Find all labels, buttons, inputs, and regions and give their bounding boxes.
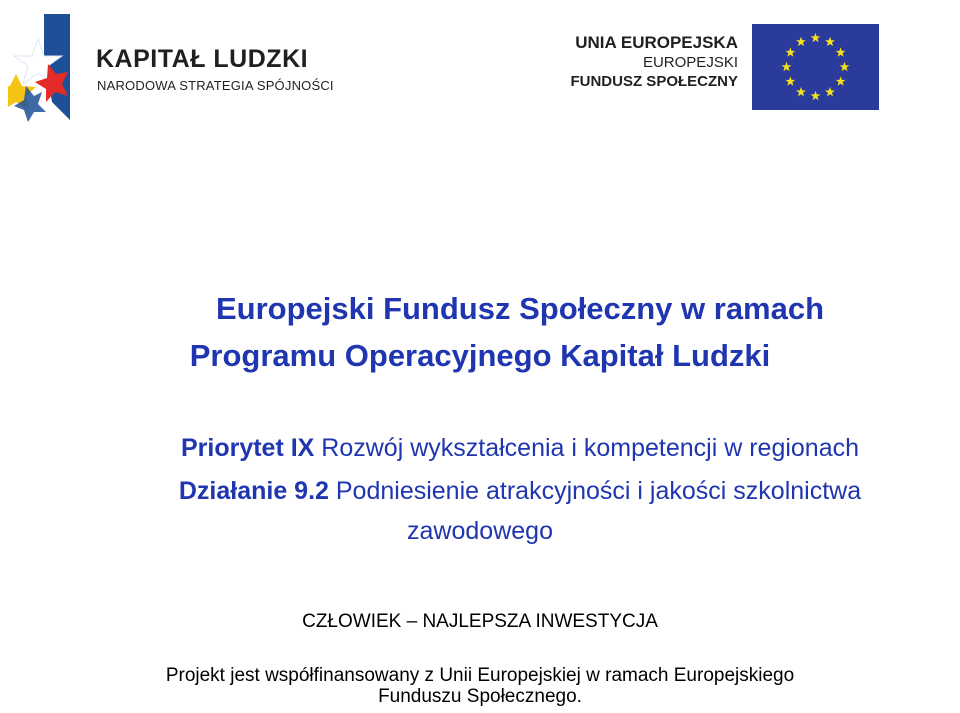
cofinancing-note [0,665,960,707]
eu-line-3: FUNDUSZ SPOŁECZNY [570,73,738,90]
kapital-ludzki-title: KAPITAŁ LUDZKI [96,45,309,73]
cofinancing-note-line-1: Projekt jest współfinansowany z Unii Europejskiej w ramach Europejskiego [165,665,795,686]
cofinancing-note-line-2: Funduszu Społecznego. [378,686,582,707]
action-text: Podniesienie atrakcyjności i jakości szkolnictwa [328,477,862,505]
action-label: Działanie 9.2 [178,477,329,505]
page-title-line-1: Europejski Fundusz Społeczny w ramach [215,291,825,326]
priority-line [40,434,960,463]
eu-line-2: EUROPEJSKI [642,54,738,71]
kapital-ludzki-subtitle: NARODOWA STRATEGIA SPÓJNOŚCI [97,78,334,93]
priority-text: Rozwój wykształcenia i kompetencji w regionach [314,434,860,462]
priority-label: Priorytet IX [180,434,315,462]
action-line [40,477,960,506]
kapital-ludzki-logo [8,14,348,124]
kapital-ludzki-star-icon [8,14,88,124]
eu-logo-text [570,33,738,91]
eu-line-1: UNIA EUROPEJSKA [575,33,738,52]
page-title-line-2: Programu Operacyjnego Kapitał Ludzki [189,338,771,373]
eu-flag-icon [752,24,879,110]
action-line-cont: zawodowego [407,517,553,545]
slogan: CZŁOWIEK – NAJLEPSZA INWESTYCJA [302,611,658,632]
